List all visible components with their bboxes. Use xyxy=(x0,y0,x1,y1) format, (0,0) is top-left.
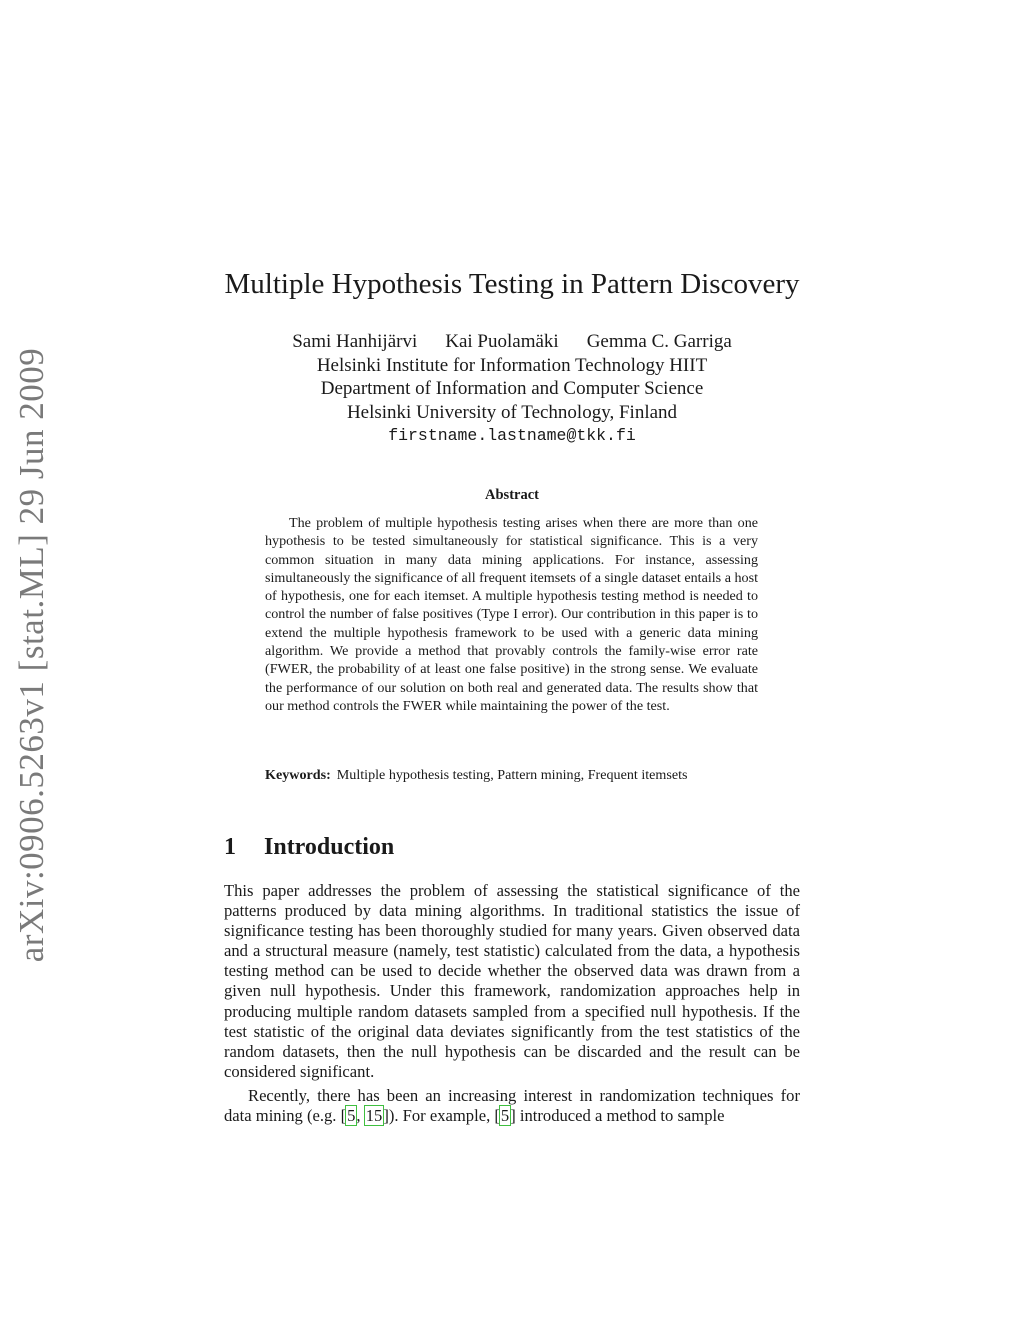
citation-link[interactable]: 15 xyxy=(365,1106,383,1126)
affiliation-line: Helsinki Institute for Information Technology HIIT xyxy=(316,354,708,376)
paragraph: This paper addresses the problem of assessing the statistical significance of the patterns produced by data mining algorithms. In traditional statistics the issue of significance testing has been thoroughly studied for many years. Given observed data and a structural measure (namely, test statistic) calculated from the data, a hypothesis testing method can be used to decide whether the observed data was drawn from a given null hypothesis. Under this framework, randomization approaches help in producing multiple random datasets sampled from a specified null hypothesis. If the test statistic of the original data deviates significantly from the test statistics of the random datasets, then the null hypothesis can be discarded and the result can be considered significant. xyxy=(224,881,800,1081)
affiliation-line: Department of Information and Computer Science xyxy=(320,378,704,399)
arxiv-identifier-text: arXiv:0906.5263v1 [stat.ML] 29 Jun 2009 xyxy=(12,347,51,963)
section-number: 1 xyxy=(224,834,236,860)
citation-link[interactable]: 5 xyxy=(500,1106,510,1126)
author-name: Kai Puolamäki xyxy=(445,331,559,352)
paragraph-text: Recently, there has been an increasing interest in randomization techniques for data mining (e.g. [ xyxy=(224,1085,800,1126)
paragraph xyxy=(224,1086,800,1126)
section-heading xyxy=(224,834,394,861)
author-name: Gemma C. Garriga xyxy=(586,331,732,352)
abstract-heading: Abstract xyxy=(485,487,539,503)
author-names xyxy=(200,330,824,354)
paragraph-text: ] introduced a method to sample xyxy=(510,1106,725,1126)
introduction-body xyxy=(224,881,800,1126)
author-name: Sami Hanhijärvi xyxy=(292,331,418,352)
section-title: Introduction xyxy=(264,834,395,860)
abstract-text: The problem of multiple hypothesis testing arises when there are more than one hypothesis to be tested simultaneously for statistical significance. This is a very common situation in many data mining applications. For instance, assessing simultaneously the significance of all frequent itemsets of a single dataset entails a host of hypothesis, one for each itemset. A multiple hypothesis testing method is needed to control the number of false positives (Type I error). Our contribution in this paper is to extend the multiple hypothesis framework to be used with a generic data mining algorithm. We provide a method that provably controls the family-wise error rate (FWER, the probability of at least one false positive) in the strong sense. We evaluate the performance of our solution on both real and generated data. The results show that our method controls the FWER while maintaining the power of the test. xyxy=(265,515,758,714)
keywords-line xyxy=(265,766,758,784)
paragraph-text: , xyxy=(356,1106,365,1126)
citation-link[interactable]: 5 xyxy=(347,1106,356,1126)
author-email: firstname.lastname@tkk.fi xyxy=(388,426,636,445)
author-block xyxy=(200,330,824,448)
affiliation-line: Helsinki University of Technology, Finland xyxy=(346,401,678,423)
keywords-label: Keywords: xyxy=(265,767,331,783)
paper-title: Multiple Hypothesis Testing in Pattern Discovery xyxy=(224,268,800,300)
keywords-text: Multiple hypothesis testing, Pattern mining, Frequent itemsets xyxy=(336,767,688,783)
paragraph-text: ]). For example, [ xyxy=(383,1106,500,1126)
